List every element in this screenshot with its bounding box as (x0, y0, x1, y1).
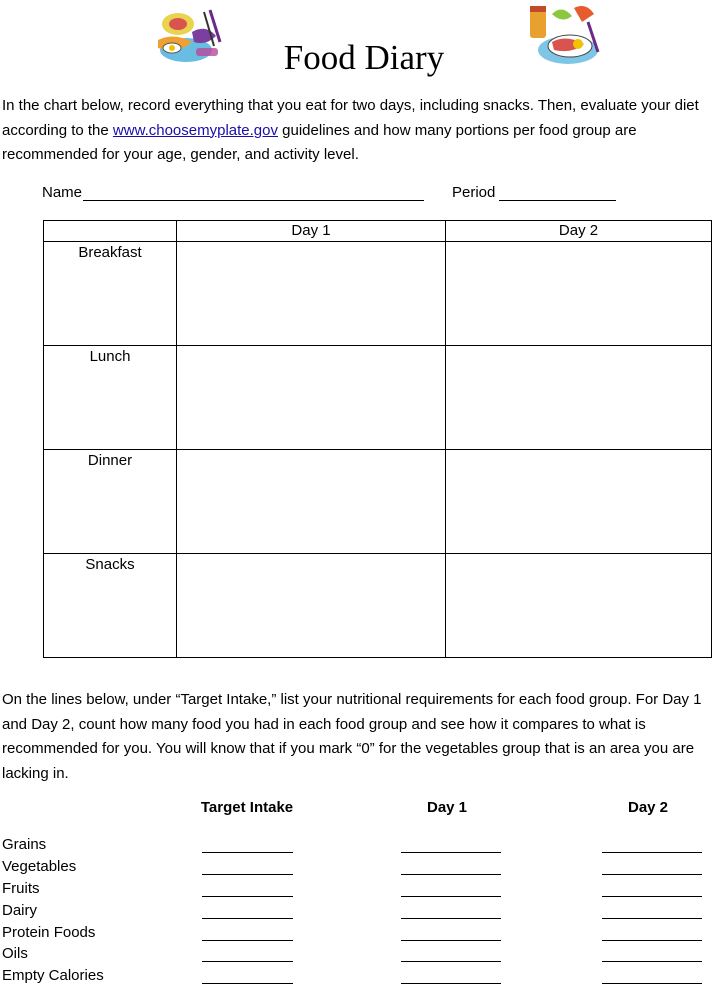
table-row (44, 554, 712, 658)
column-header-day-2: Day 2 (446, 221, 712, 242)
period-label: Period (452, 184, 496, 201)
empty-calories-target-field[interactable] (202, 983, 293, 984)
food-group-list (0, 835, 728, 988)
breakfast-day-2-cell[interactable] (446, 242, 712, 346)
intro-text-end: guidelines and how many portions per food group are recommended for your age, gender, and activity level. (2, 121, 637, 163)
grains-day-2-field[interactable] (602, 852, 702, 853)
vegetables-target-field[interactable] (202, 874, 293, 875)
row-label-dinner: Dinner (44, 450, 177, 554)
name-label: Name (42, 184, 83, 201)
list-item (0, 857, 728, 879)
day-2-header: Day 2 (627, 799, 669, 816)
column-header-day-1: Day 1 (177, 221, 446, 242)
food-group-grains: Grains (2, 836, 47, 853)
vegetables-day-2-field[interactable] (602, 874, 702, 875)
food-group-dairy: Dairy (2, 901, 38, 919)
oils-day-1-field[interactable] (401, 961, 501, 962)
fruits-target-field[interactable] (202, 896, 293, 897)
name-field[interactable] (83, 200, 424, 201)
food-group-vegetables: Vegetables (2, 857, 77, 875)
list-item (0, 879, 728, 901)
list-item (0, 944, 728, 966)
protein-foods-target-field[interactable] (202, 940, 293, 941)
target-intake-header: Target Intake (200, 799, 294, 816)
choosemyplate-link[interactable]: www.choosemyplate.gov (112, 121, 278, 139)
dinner-day-2-cell[interactable] (446, 450, 712, 554)
lunch-day-2-cell[interactable] (446, 346, 712, 450)
food-group-empty-calories: Empty Calories (2, 967, 104, 985)
intro-text-start: In the chart below, record everything that you eat for two days, including snacks. Then, evaluate your diet according to the (2, 97, 699, 139)
row-label-breakfast: Breakfast (44, 242, 177, 346)
dairy-day-1-field[interactable] (401, 918, 501, 919)
food-group-protein-foods: Protein Foods (2, 923, 96, 941)
dairy-target-field[interactable] (202, 918, 293, 919)
grains-target-field[interactable] (202, 852, 293, 853)
empty-calories-day-1-field[interactable] (401, 983, 501, 984)
dairy-day-2-field[interactable] (602, 918, 702, 919)
protein-foods-day-1-field[interactable] (401, 940, 501, 941)
snacks-day-1-cell[interactable] (177, 554, 446, 658)
instructions-paragraph: On the lines below, under “Target Intake,” list your nutritional requirements for each food group. For Day 1 and Day 2, count how many food you had in each food group and see how it compares to what is recommended for you. You will know that if you mark “0” for the vegetables group that is an area you are lacking in. (2, 691, 702, 782)
fruits-day-1-field[interactable] (401, 896, 501, 897)
oils-day-2-field[interactable] (602, 961, 702, 962)
day-1-header: Day 1 (426, 799, 468, 816)
grains-day-1-field[interactable] (401, 852, 501, 853)
row-label-snacks: Snacks (44, 554, 177, 658)
fruits-day-2-field[interactable] (602, 896, 702, 897)
food-group-oils: Oils (2, 945, 28, 963)
table-corner-cell (44, 221, 177, 242)
list-item (0, 901, 728, 923)
snacks-day-2-cell[interactable] (446, 554, 712, 658)
breakfast-day-1-cell[interactable] (177, 242, 446, 346)
vegetables-day-1-field[interactable] (401, 874, 501, 875)
oils-target-field[interactable] (202, 961, 293, 962)
list-item (0, 835, 728, 857)
list-item (0, 923, 728, 945)
period-field[interactable] (499, 200, 616, 201)
protein-foods-day-2-field[interactable] (602, 940, 702, 941)
table-header-row (44, 221, 712, 242)
food-group-fruits: Fruits (2, 879, 40, 897)
page-title: Food Diary (283, 38, 445, 77)
table-row (44, 346, 712, 450)
empty-calories-day-2-field[interactable] (602, 983, 702, 984)
dinner-day-1-cell[interactable] (177, 450, 446, 554)
table-row (44, 242, 712, 346)
food-diary-table (43, 220, 712, 658)
lunch-day-1-cell[interactable] (177, 346, 446, 450)
intro-paragraph (2, 94, 726, 168)
table-row (44, 450, 712, 554)
row-label-lunch: Lunch (44, 346, 177, 450)
